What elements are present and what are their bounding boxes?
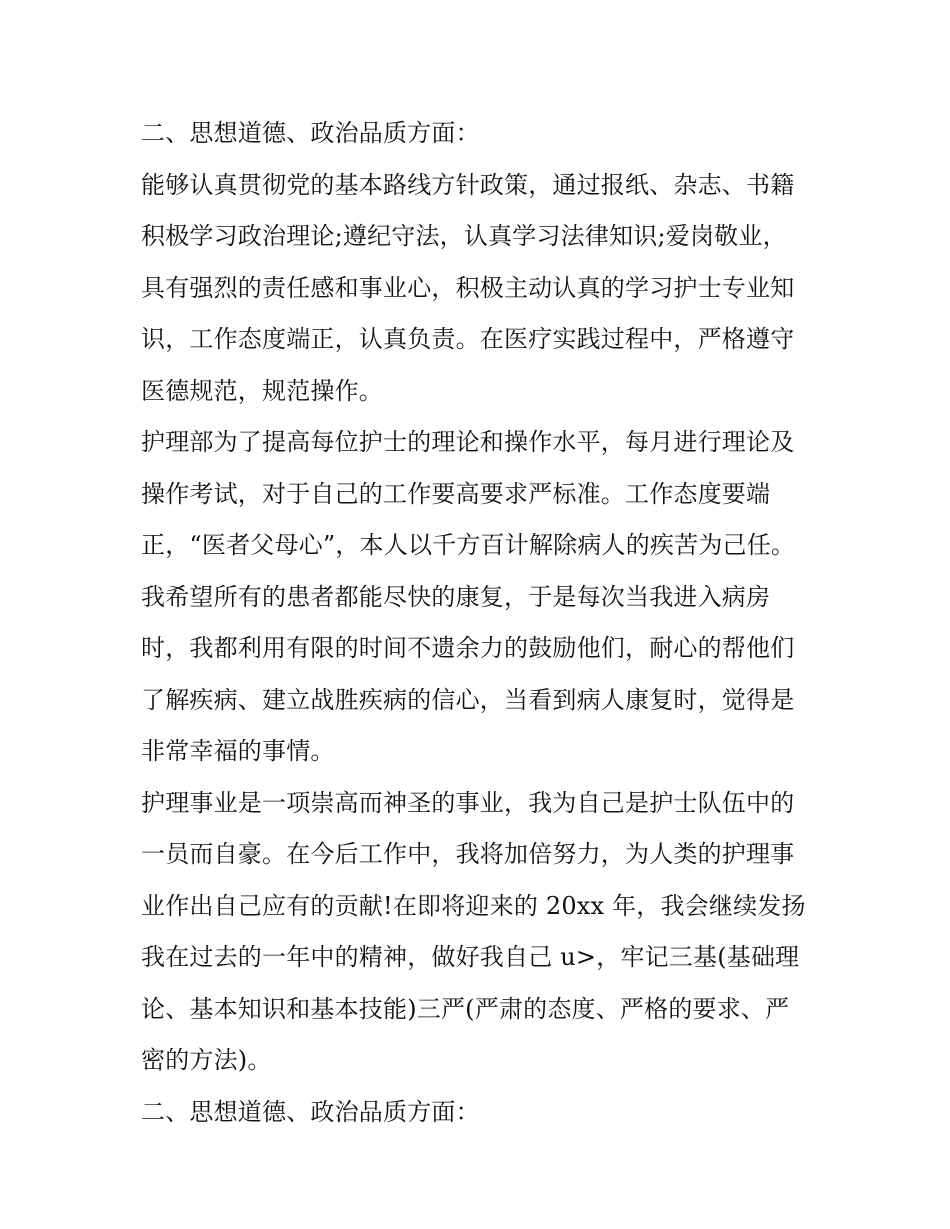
paragraph-line: 时，我都利用有限的时间不遗余力的鼓励他们，耐心的帮他们 xyxy=(141,634,795,662)
paragraph-line: 一员而自豪。在今后工作中，我将加倍努力，为人类的护理事 xyxy=(141,840,795,868)
paragraph-line: 具有强烈的责任感和事业心，积极主动认真的学习护士专业知 xyxy=(141,273,795,302)
paragraph-line: 识，工作态度端正，认真负责。在医疗实践过程中，严格遵守 xyxy=(141,325,795,353)
paragraph-line: 能够认真贯彻党的基本路线方针政策，通过报纸、杂志、书籍 xyxy=(141,170,795,199)
paragraph-line: 业作出自己应有的贡献!在即将迎来的 20xx 年，我会继续发扬 xyxy=(141,891,806,920)
paragraph-line: 正，“医者父母心”，本人以千方百计解除病人的疾苦为己任。 xyxy=(141,531,796,559)
paragraph-line: 了解疾病、建立战胜疾病的信心，当看到病人康复时，觉得是 xyxy=(141,685,795,714)
paragraph-line: 操作考试，对于自己的工作要高要求严标准。工作态度要端 xyxy=(141,479,771,508)
paragraph-line: 医德规范，规范操作。 xyxy=(141,376,383,405)
paragraph-line: 护理事业是一项崇高而神圣的事业，我为自己是护士队伍中的 xyxy=(141,788,795,817)
paragraph-line: 积极学习政治理论;遵纪守法，认真学习法律知识;爱岗敬业， xyxy=(141,222,787,250)
paragraph-line: 论、基本知识和基本技能)三严(严肃的态度、严格的要求、严 xyxy=(141,994,790,1023)
section-heading: 二、思想道德、政治品质方面： xyxy=(141,119,480,147)
paragraph-line: 密的方法)。 xyxy=(141,1046,272,1074)
document-body xyxy=(141,108,821,1138)
paragraph-line: 非常幸福的事情。 xyxy=(141,737,335,765)
paragraph-line: 护理部为了提高每位护士的理论和操作水平，每月进行理论及 xyxy=(141,428,795,456)
paragraph-line: 我在过去的一年中的精神，做好我自己 u>，牢记三基(基础理 xyxy=(141,943,800,971)
paragraph-line: 我希望所有的患者都能尽快的康复，于是每次当我进入病房 xyxy=(141,582,771,611)
section-heading: 二、思想道德、政治品质方面： xyxy=(141,1097,480,1126)
